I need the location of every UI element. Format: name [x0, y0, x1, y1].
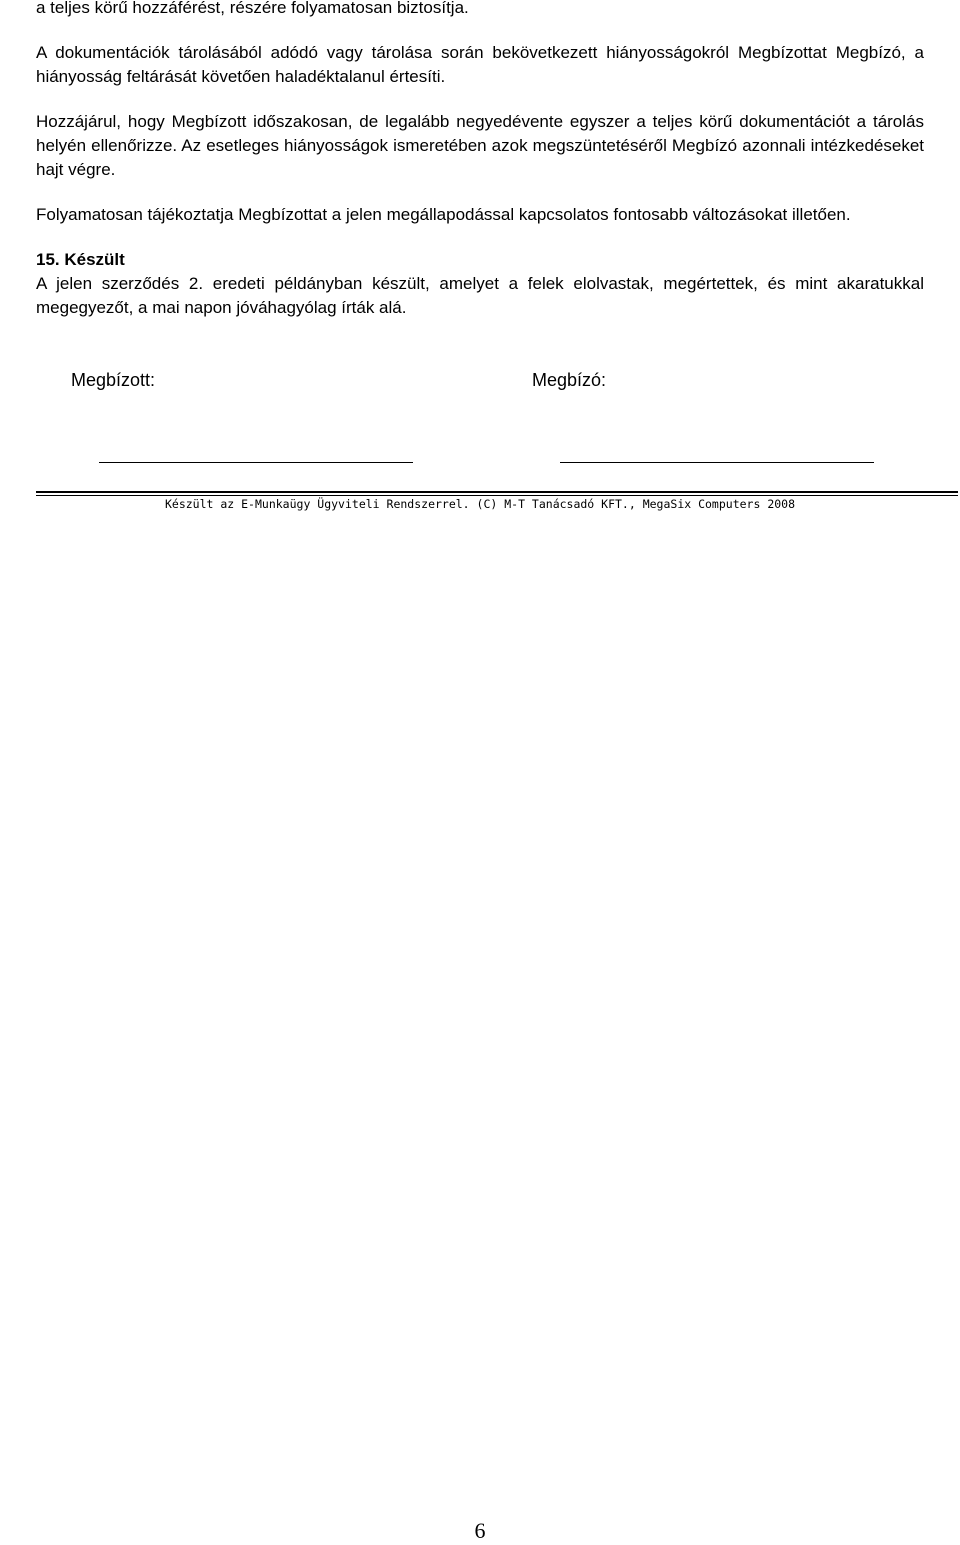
paragraph-inspection: Hozzájárul, hogy Megbízott időszakosan, de legalább negyedévente egyszer a teljes körű dokumentációt a tárolás helyén ellenőrizze. Az esetleges hiányosságok ismeretében azok megszüntetéséről Megbízó azonnali intézkedéseket hajt végre.	[36, 112, 924, 179]
signature-line-agent	[99, 462, 413, 463]
section-text: A jelen szerződés 2. eredeti példányban készült, amelyet a felek elolvastak, megértettek, és mint akaratukkal megegyezőt, a mai napon jóváhagyólag írták alá.	[36, 274, 924, 317]
paragraph-notification: A dokumentációk tárolásából adódó vagy tárolása során bekövetkezett hiányosságokról Megbízottat Megbízó, a hiányosság feltárását követően haladéktalanul értesíti.	[36, 43, 924, 86]
section-heading: 15. Készült	[36, 250, 125, 269]
footer-text: Készült az E-Munkaügy Ügyviteli Rendszerrel. (C) M-T Tanácsadó KFT., MegaSix Computers 2008	[164, 497, 796, 511]
signature-label-principal: Megbízó:	[532, 370, 607, 390]
signature-label-agent: Megbízott:	[71, 370, 156, 390]
signature-line-principal	[560, 462, 874, 463]
paragraph-information: Folyamatosan tájékoztatja Megbízottat a jelen megállapodással kapcsolatos fontosabb változásokat illetően.	[36, 205, 851, 224]
page-number: 6	[474, 1518, 486, 1543]
paragraph-access: a teljes körű hozzáférést, részére folyamatosan biztosítja.	[36, 0, 469, 17]
footer-rule	[36, 491, 958, 493]
document-body	[36, 0, 924, 320]
